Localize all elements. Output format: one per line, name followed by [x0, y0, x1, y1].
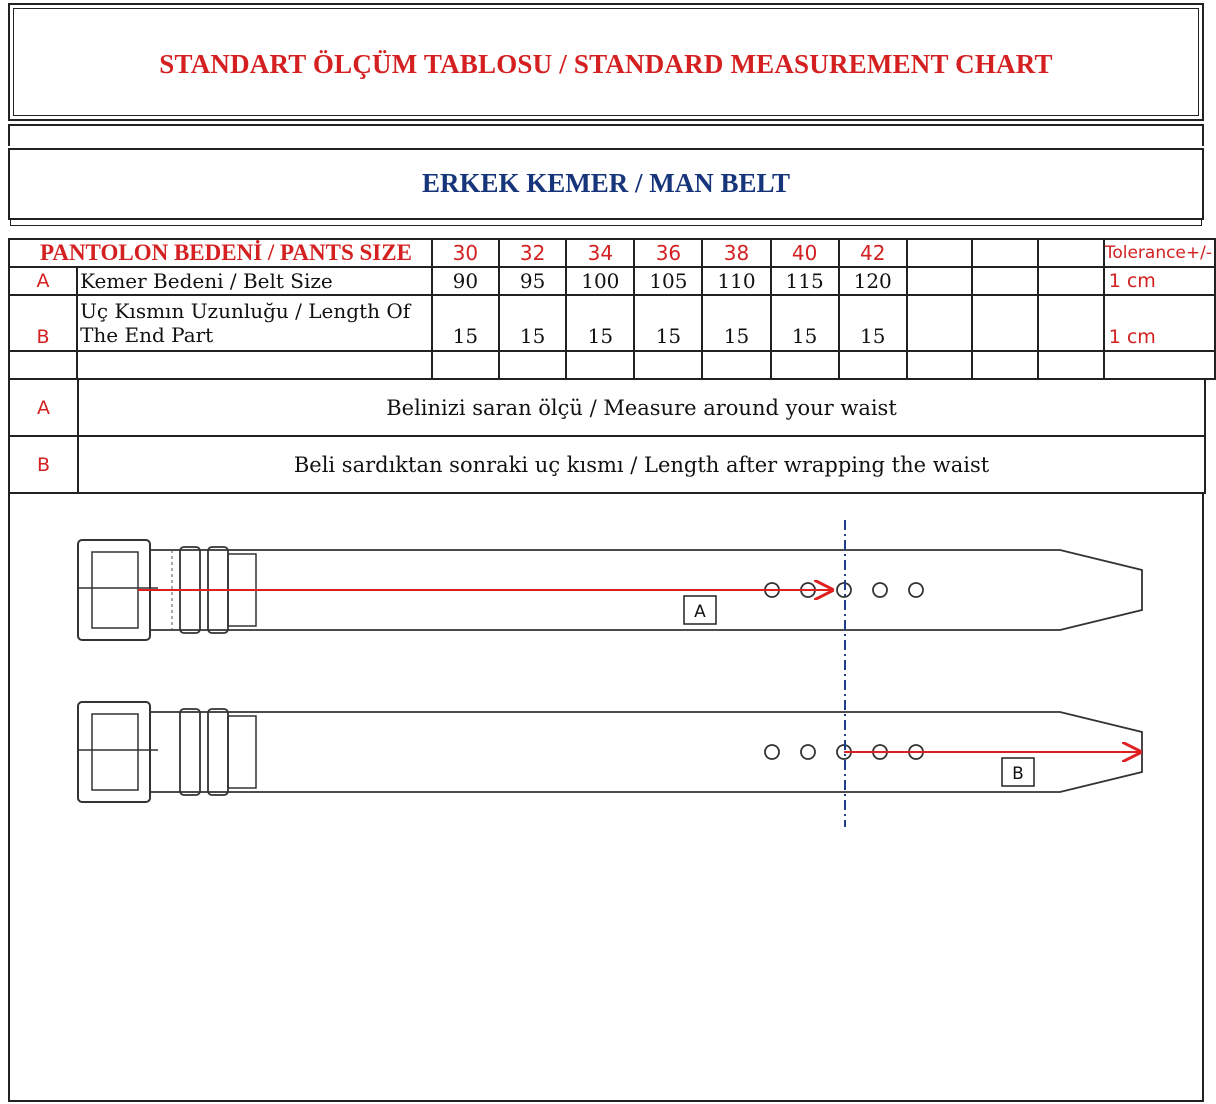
table-cell: 15 [432, 295, 499, 351]
tolerance-value: 1 cm [1104, 295, 1215, 351]
size-header-cell: 42 [839, 239, 907, 267]
definition-row [9, 379, 1205, 436]
empty-cell [77, 351, 432, 379]
empty-cell [702, 351, 770, 379]
product-subtitle: ERKEK KEMER / MAN BELT [421, 168, 791, 198]
empty-cell [1038, 295, 1104, 351]
table-cell: 15 [702, 295, 770, 351]
empty-cell [9, 351, 77, 379]
definition-text: Belinizi saran ölçü / Measure around your waist [78, 379, 1205, 436]
size-header-cell: 36 [634, 239, 702, 267]
size-header-cell: 32 [499, 239, 566, 267]
empty-cell [907, 351, 973, 379]
empty-cell [907, 267, 973, 295]
chart-title: STANDART ÖLÇÜM TABLOSU / STANDARD MEASUREMENT CHART [159, 49, 1053, 79]
table-cell: 120 [839, 267, 907, 295]
table-cell: 15 [634, 295, 702, 351]
row-letter: B [9, 295, 77, 351]
label-a: A [694, 602, 706, 622]
table-cell: 110 [702, 267, 770, 295]
tolerance-header: Tolerance+/- [1104, 239, 1215, 267]
belt-b-buckle [78, 702, 150, 802]
empty-cell [1038, 239, 1104, 267]
belt-hole [801, 745, 815, 759]
table-cell: 90 [432, 267, 499, 295]
label-b: B [1012, 764, 1024, 784]
size-header-row [9, 239, 1215, 267]
table-cell: 15 [771, 295, 839, 351]
size-header-cell: 38 [702, 239, 770, 267]
belt-hole [765, 745, 779, 759]
size-header-cell: 34 [566, 239, 634, 267]
empty-cell [839, 351, 907, 379]
divider-strip [8, 124, 1204, 146]
table-cell: 95 [499, 267, 566, 295]
table-row-empty [9, 351, 1215, 379]
row-description-line: Uç Kısmın Uzunluğu / Length Of [80, 299, 411, 323]
tolerance-value: 1 cm [1104, 267, 1215, 295]
empty-cell [972, 351, 1038, 379]
size-header-cell: 40 [771, 239, 839, 267]
definition-letter: A [9, 379, 78, 436]
belt-b-loop [180, 709, 200, 795]
table-cell: 15 [566, 295, 634, 351]
empty-cell [907, 239, 973, 267]
definition-row [9, 436, 1205, 493]
table-cell: 105 [634, 267, 702, 295]
row-description [77, 295, 432, 351]
empty-cell [972, 295, 1038, 351]
empty-cell [634, 351, 702, 379]
definition-letter: B [9, 436, 78, 493]
table-row [9, 267, 1215, 295]
subtitle-banner [8, 148, 1204, 220]
empty-cell [432, 351, 499, 379]
empty-cell [1038, 267, 1104, 295]
table-row [9, 295, 1215, 351]
belt-diagram-panel [8, 492, 1204, 1102]
row-letter: A [9, 267, 77, 295]
size-header-cell: 30 [432, 239, 499, 267]
empty-cell [499, 351, 566, 379]
definition-text: Beli sardıktan sonraki uç kısmı / Length after wrapping the waist [78, 436, 1205, 493]
title-banner [8, 3, 1204, 121]
empty-cell [972, 267, 1038, 295]
belt-hole [909, 583, 923, 597]
empty-cell [566, 351, 634, 379]
table-cell: 15 [499, 295, 566, 351]
table-cell: 15 [839, 295, 907, 351]
belt-b-loop [208, 709, 228, 795]
row-description: Kemer Bedeni / Belt Size [77, 267, 432, 295]
table-cell: 115 [771, 267, 839, 295]
empty-cell [907, 295, 973, 351]
belt-diagram [10, 492, 1206, 1100]
table-cell: 100 [566, 267, 634, 295]
size-table [8, 238, 1216, 380]
belt-a-illustration [78, 540, 1142, 640]
row-description-line: The End Part [80, 323, 214, 347]
belt-hole [873, 583, 887, 597]
pants-size-header: PANTOLON BEDENİ / PANTS SIZE [9, 239, 432, 267]
empty-cell [1104, 351, 1215, 379]
belt-b-illustration [78, 702, 1142, 802]
definitions-table [8, 378, 1206, 494]
empty-cell [1038, 351, 1104, 379]
empty-cell [771, 351, 839, 379]
empty-cell [972, 239, 1038, 267]
